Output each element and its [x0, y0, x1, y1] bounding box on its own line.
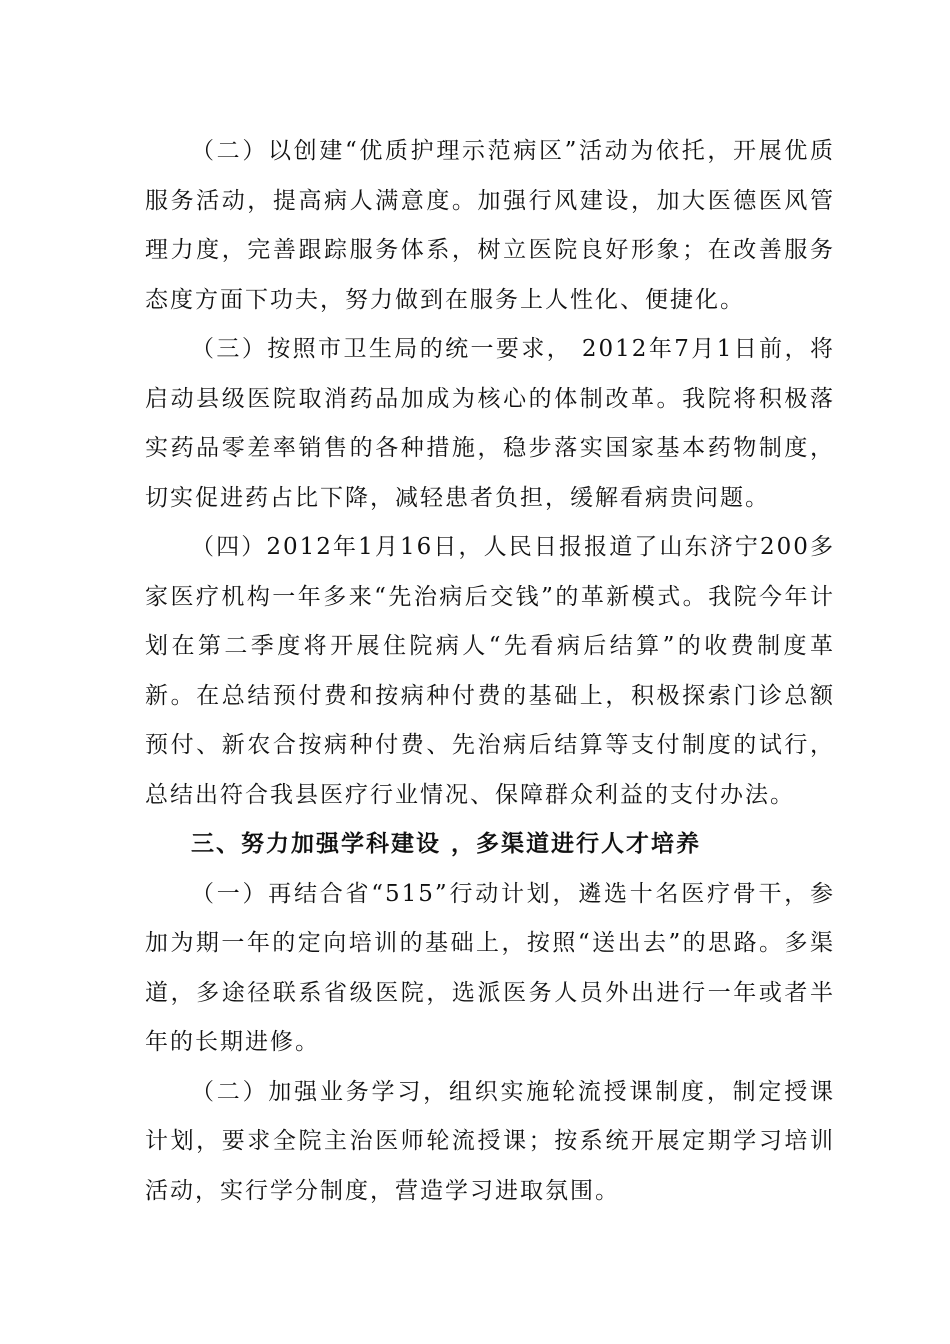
section-paragraph-1: （一）再结合省“515”行动计划，遴选十名医疗骨干，参加为期一年的定向培训的基础上，按照“送出去”的思路。多渠道，多途径联系省级医院，选派医务人员外出进行一年或者半年的长期进修。 — [145, 880, 835, 1055]
paragraph-2: （二）以创建“优质护理示范病区”活动为依托，开展优质服务活动，提高病人满意度。加强行风建设，加大医德医风管理力度，完善跟踪服务体系，树立医院良好形象；在改善服务态度方面下功夫，努力做到在服务上人性化、便捷化。 — [145, 138, 835, 313]
section-heading: 三、努力加强学科建设 ，多渠道进行人才培养 — [191, 831, 702, 857]
section-paragraph-2: （二）加强业务学习，组织实施轮流授课制度，制定授课计划，要求全院主治医师轮流授课；按系统开展定期学习培训活动，实行学分制度，营造学习进取氛围。 — [145, 1078, 835, 1204]
paragraph-3: （三）按照市卫生局的统一要求， 2012年7月1日前，将启动县级医院取消药品加成为核心的体制改革。我院将积极落实药品零差率销售的各种措施，稳步落实国家基本药物制度，切实促进药占比下降，减轻患者负担，缓解看病贵问题。 — [145, 336, 835, 511]
document-body — [145, 127, 835, 1216]
paragraph-4: （四）2012年1月16日，人民日报报道了山东济宁200多家医疗机构一年多来“先治病后交钱”的革新模式。我院今年计划在第二季度将开展住院病人“先看病后结算”的收费制度革新。在总结预付费和按病种付费的基础上，积极探索门诊总额预付、新农合按病种付费、先治病后结算等支付制度的试行，总结出符合我县医疗行业情况、保障群众利益的支付办法。 — [145, 534, 835, 808]
